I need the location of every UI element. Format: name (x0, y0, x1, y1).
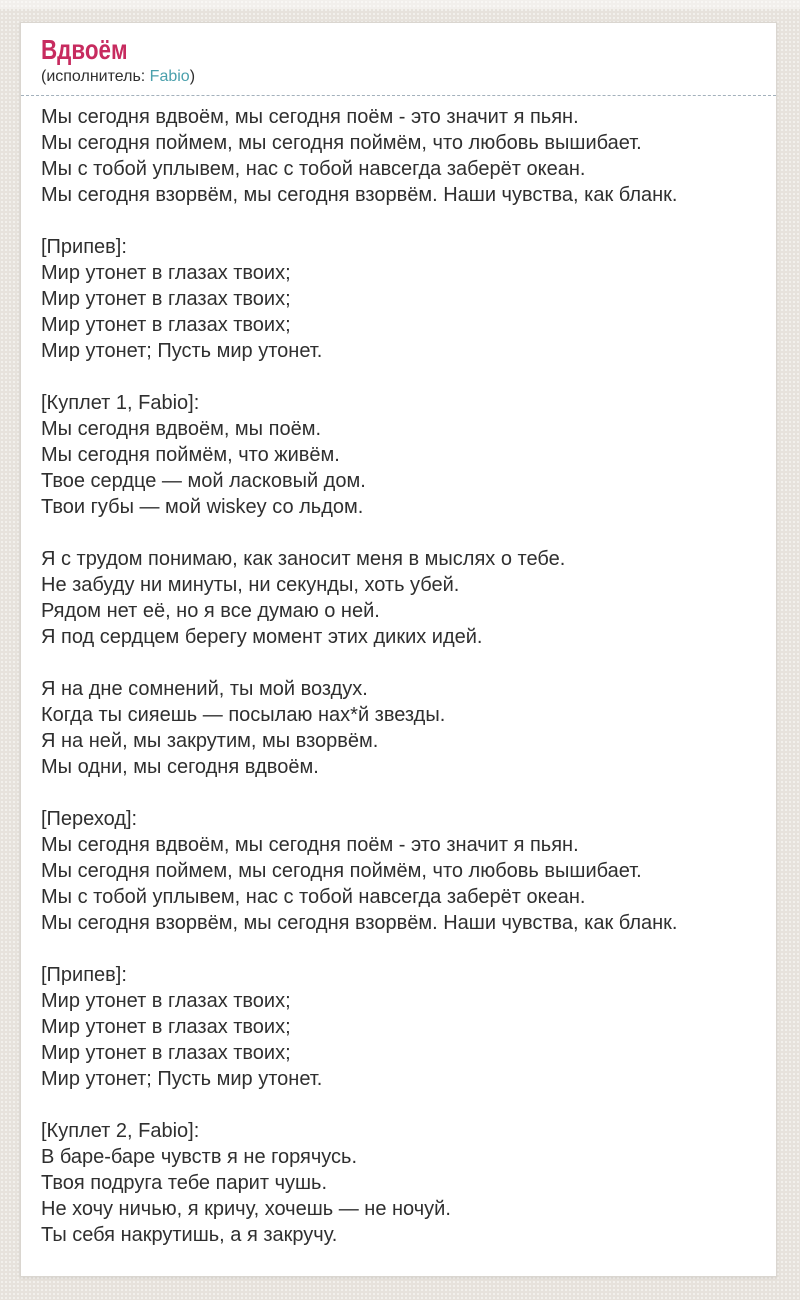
lyrics-line: Я под сердцем берегу момент этих диких идей. (41, 626, 483, 648)
lyrics-line: [Куплет 2, Fabio]: (41, 1120, 200, 1142)
lyrics-line: Рядом нет её, но я все думаю о ней. (41, 600, 380, 622)
artist-label-prefix: (исполнитель: (41, 68, 150, 85)
lyrics-line: Мы сегодня вдвоём, мы поём. (41, 418, 321, 440)
lyrics-line: Мир утонет в глазах твоих; (41, 314, 291, 336)
lyrics-line: Не забуду ни минуты, ни секунды, хоть убей. (41, 574, 460, 596)
lyrics-line: Я с трудом понимаю, как заносит меня в мыслях о тебе. (41, 548, 566, 570)
artist-line (41, 67, 756, 87)
song-header (21, 23, 776, 96)
lyrics-line: Мы сегодня взорвём, мы сегодня взорвём. Наши чувства, как бланк. (41, 184, 678, 206)
lyrics-line: Мы сегодня вдвоём, мы сегодня поём - это значит я пьян. (41, 106, 579, 128)
lyrics-line: Мы сегодня поймём, что живём. (41, 444, 340, 466)
lyrics-line: Не хочу ничью, я кричу, хочешь — не ночуй. (41, 1198, 451, 1220)
lyrics-card (20, 22, 777, 1277)
lyrics-line: Мир утонет в глазах твоих; (41, 288, 291, 310)
lyrics-line: Мы сегодня поймем, мы сегодня поймём, что любовь вышибает. (41, 132, 642, 154)
lyrics-line: Мы сегодня поймем, мы сегодня поймём, что любовь вышибает. (41, 860, 642, 882)
lyrics-line: Мир утонет; Пусть мир утонет. (41, 340, 323, 362)
artist-label-suffix: ) (189, 68, 196, 85)
lyrics-stanza (41, 1118, 756, 1248)
lyrics-line: Я на ней, мы закрутим, мы взорвём. (41, 730, 379, 752)
lyrics-stanza (41, 676, 756, 780)
lyrics-line: Я на дне сомнений, ты мой воздух. (41, 678, 368, 700)
lyrics-stanza (41, 806, 756, 936)
page-top-highlight (0, 0, 800, 9)
lyrics-line: [Припев]: (41, 964, 127, 986)
lyrics-line: Мы сегодня взорвём, мы сегодня взорвём. Наши чувства, как бланк. (41, 912, 678, 934)
lyrics-line: Мир утонет в глазах твоих; (41, 1042, 291, 1064)
song-title: Вдвоём (41, 34, 128, 65)
lyrics-line: Мир утонет в глазах твоих; (41, 262, 291, 284)
artist-link[interactable]: Fabio (149, 68, 190, 85)
lyrics-stanza (41, 390, 756, 520)
lyrics-line: Твое сердце — мой ласковый дом. (41, 470, 366, 492)
lyrics-line: Ты себя накрутишь, а я закручу. (41, 1224, 338, 1246)
lyrics-line: Мы сегодня вдвоём, мы сегодня поём - это значит я пьян. (41, 834, 579, 856)
lyrics-line: [Куплет 1, Fabio]: (41, 392, 200, 414)
lyrics-line: Мы с тобой уплывем, нас с тобой навсегда заберёт океан. (41, 886, 586, 908)
lyrics-text (21, 96, 776, 1276)
lyrics-line: Мир утонет; Пусть мир утонет. (41, 1068, 323, 1090)
lyrics-stanza (41, 962, 756, 1092)
lyrics-line: Мир утонет в глазах твоих; (41, 1016, 291, 1038)
lyrics-line: [Переход]: (41, 808, 138, 830)
lyrics-line: Мы одни, мы сегодня вдвоём. (41, 756, 319, 778)
lyrics-line: Мир утонет в глазах твоих; (41, 990, 291, 1012)
lyrics-line: [Припев]: (41, 236, 127, 258)
lyrics-line: Твои губы — мой wiskey со льдом. (41, 496, 364, 518)
lyrics-line: Мы с тобой уплывем, нас с тобой навсегда заберёт океан. (41, 158, 586, 180)
lyrics-stanza (41, 234, 756, 364)
lyrics-line: Когда ты сияешь — посылаю нах*й звезды. (41, 704, 446, 726)
lyrics-line: Твоя подруга тебе парит чушь. (41, 1172, 328, 1194)
lyrics-stanza (41, 546, 756, 650)
lyrics-stanza (41, 104, 756, 208)
lyrics-line: В баре-баре чувств я не горячусь. (41, 1146, 357, 1168)
